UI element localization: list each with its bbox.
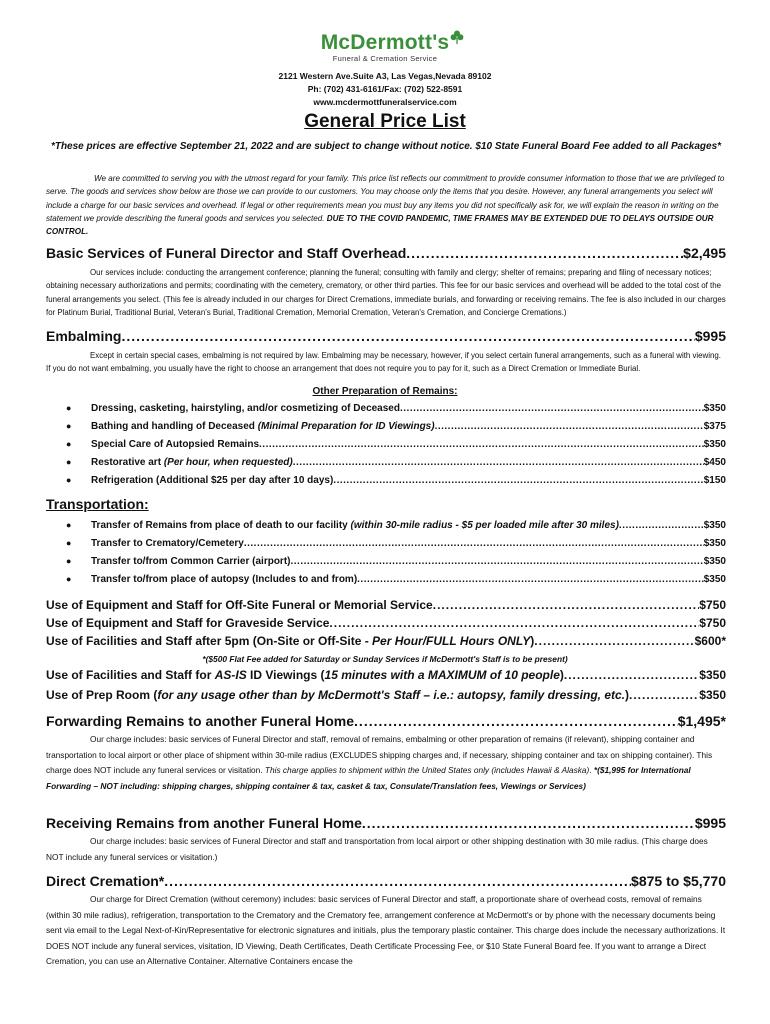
leader-dots	[619, 520, 704, 531]
item-label	[91, 421, 435, 432]
covid-notice: DUE TO THE COVID PANDEMIC, TIME FRAMES MAY BE EXTENDED DUE TO DELAYS OUTSIDE OUR CONTROL.	[46, 213, 714, 237]
leader-dots	[564, 668, 699, 682]
after-hours-price: $600*	[694, 634, 726, 648]
as-is-viewing-price: $350	[699, 668, 726, 682]
offsite-service-label: Use of Equipment and Staff for Off-Site Funeral or Memorial Service	[46, 598, 433, 612]
item-label	[91, 457, 293, 468]
logo-brand: McDermott's	[320, 31, 450, 54]
after-hours-note: Per Hour/FULL Hours ONLY	[372, 634, 531, 648]
bullet-icon: ●	[66, 538, 72, 548]
page-title: General Price List	[304, 111, 466, 132]
list-item	[66, 475, 726, 486]
after-hours-tail: )	[530, 634, 535, 648]
leader-dots	[244, 538, 704, 549]
offsite-service-price: $750	[699, 598, 726, 612]
item-price: $350	[703, 403, 726, 414]
leader-dots	[362, 815, 695, 831]
shamrock-icon	[450, 30, 464, 44]
item-label: Special Care of Autopsied Remains	[91, 439, 260, 450]
graveside-service-row	[46, 616, 726, 630]
receiving-row	[46, 815, 726, 831]
leader-dots	[354, 713, 678, 729]
after-hours-label-text: Use of Facilities and Staff after 5pm (On-Site or Off-Site -	[46, 634, 373, 648]
after-hours-label	[46, 634, 534, 648]
as-is-viewing-note2: 15 minutes with a MAXIMUM of 10 people	[324, 668, 560, 682]
leader-dots	[433, 598, 700, 612]
graveside-service-label: Use of Equipment and Staff for Graveside Service	[46, 616, 330, 630]
item-note: (within 30-mile radius - $5 per loaded mile after 30 miles)	[350, 520, 619, 531]
receiving-label: Receiving Remains from another Funeral Home	[46, 815, 362, 831]
list-item	[66, 457, 726, 468]
prep-room-pre: Use of Prep Room (	[46, 688, 158, 702]
forwarding-row	[46, 713, 726, 729]
receiving-price: $995	[694, 815, 726, 831]
item-label: Transfer to/from Common Carrier (airport)	[91, 556, 291, 567]
offsite-service-row	[46, 598, 726, 612]
leader-dots	[629, 688, 699, 702]
direct-cremation-row	[46, 873, 726, 889]
prep-room-label	[46, 688, 629, 702]
bullet-icon: ●	[66, 574, 72, 584]
weekend-fee-note: *($500 Flat Fee added for Saturday or Sunday Services if McDermott's Staff is to be present)	[202, 654, 568, 664]
item-price: $350	[703, 439, 726, 450]
intro-text: We are committed to serving you with the utmost regard for your family. This price list reflects our commitment to provide consumer information to those that we are privileged to serve. The goods and services show below are those we can provide to our customers. You may choose only the items that you desire. However, any funeral arrangements you select will include a charge for our basic services and overhead. If legal or other requirements mean you must buy any items you did not specifically ask for, we will explain the reason in writing on the statement we provide describing the funeral goods and services you selected.	[46, 174, 725, 223]
direct-cremation-description: Our charge for Direct Cremation (without ceremony) includes: basic services of Funeral Director and staff, a proportionate share of overhead costs, removal of remains (within 30 mile radius), refrigeration, transportation to the Crematory and the Crematory fee, arrangement conference at McDermott's or by phone with the necessary documents being sent via email to the Legal Next-of-Kin/Representative for electronic signatures and initials, plus the temporary plastic container. This charge does include the necessary authorizations. It DOES NOT include any funeral services, visitation, ID Viewing, Death Certificates, Death Certificate Processing Fee, or $10 State Funeral Board fee. If you want to arrange a Direct Cremation, you can use an Alternative Container. Alternative Containers encase the	[46, 894, 726, 966]
as-is-viewing-mid: ID Viewings (	[246, 668, 325, 682]
leader-dots	[400, 403, 704, 414]
logo-tagline: Funeral & Cremation Service	[332, 54, 438, 63]
item-price: $350	[703, 574, 726, 585]
other-preparation-heading: Other Preparation of Remains:	[312, 386, 458, 397]
prep-room-note: for any usage other than by McDermott's Staff – i.e.: autopsy, family dressing, etc.	[157, 688, 625, 702]
as-is-viewing-tail: )	[559, 668, 564, 682]
list-item	[66, 439, 726, 450]
embalming-label: Embalming	[46, 328, 122, 344]
prep-room-price: $350	[699, 688, 726, 702]
bullet-icon: ●	[66, 475, 72, 485]
basic-services-description: Our services include: conducting the arrangement conference; planning the funeral; consulting with family and clergy; shelter of remains; preparing and filing of necessary notices; obtaining necessary authorizations and permits; coordinating with the cemetery, crematory, or other third parties. This fee for our basic services and overhead will be added to the total cost of the funeral arrangements you select. (This fee is already included in our charges for Direct Cremations, immediate burials, and forwarding or receiving remains. The fee is also included in our charges for Platinum Burial, Traditional Burial, Veteran's Burial, Traditional Cremation, Memorial Cremation, Veteran's Cremation, and Concierge Cremations.)	[46, 268, 726, 317]
list-item	[66, 556, 726, 567]
leader-dots	[534, 634, 694, 648]
transportation-heading: Transportation:	[46, 496, 149, 512]
intro-paragraph	[46, 172, 726, 238]
as-is-viewing-label	[46, 668, 564, 682]
direct-cremation-label: Direct Cremation*	[46, 873, 165, 889]
item-price: $350	[703, 520, 726, 531]
leader-dots	[121, 328, 694, 344]
list-item	[66, 403, 726, 414]
as-is-viewing-pre: Use of Facilities and Staff for	[46, 668, 215, 682]
item-label-text: Restorative art	[91, 457, 164, 468]
bullet-icon: ●	[66, 439, 72, 449]
item-label: Transfer to Crematory/Cemetery	[91, 538, 244, 549]
leader-dots	[164, 873, 631, 889]
effective-date-notice: *These prices are effective September 21, 2022 and are subject to change without notice. $10 State Funeral Board Fee added to all Packages*	[50, 141, 722, 152]
forwarding-text: Our charge includes: basic services of Funeral Director and staff, removal of remains, embalming or other preparation of remains (if relevant), shipping container and transportation to local airport or other place of shipment within 30-mile radius (EXCLUDES shipping charges and, if necessary, shipping container and tax on shipping container). This charge does NOT include any funeral services or visitation.	[46, 734, 713, 775]
item-label: Dressing, casketing, hairstyling, and/or cosmetizing of Deceased	[91, 403, 400, 414]
leader-dots	[293, 457, 704, 468]
as-is-viewing-row	[46, 668, 726, 682]
item-label-text: Transfer of Remains from place of death to our facility	[91, 520, 351, 531]
forwarding-price: $1,495*	[677, 713, 726, 729]
forwarding-description: Our charge includes: basic services of Funeral Director and staff, removal of remains, embalming or other preparation of remains (if relevant), shipping container and transportation to local airport or other place of shipment within 30-mile radius (EXCLUDES shipping charges and, if necessary, shipping container and tax on shipping container). This charge does NOT include any funeral services or visitation. This charge applies to shipment within the United States only (includes Hawaii & Alaska). *($1,995 for International Forwarding – NOT including: shipping charges, shipping container & tax, casket & tax, Consulate/Translation fees, Viewings or Services)	[46, 734, 713, 791]
leader-dots	[357, 574, 704, 585]
prep-room-row	[46, 688, 726, 702]
list-item	[66, 520, 726, 531]
item-label: Transfer to/from place of autopsy (Includes to and from)	[91, 574, 358, 585]
forwarding-label: Forwarding Remains to another Funeral Home	[46, 713, 355, 729]
embalming-row	[46, 328, 726, 344]
forwarding-intl-note: *($1,995 for International Forwarding – NOT including: shipping charges, shipping container & tax, casket & tax, Consulate/Translation fees, Viewings or Services)	[46, 765, 691, 791]
item-label: Refrigeration (Additional $25 per day after 10 days)	[91, 475, 334, 486]
leader-dots	[329, 616, 699, 630]
basic-services-label: Basic Services of Funeral Director and Staff Overhead	[46, 245, 407, 261]
item-price: $150	[703, 475, 726, 486]
item-price: $450	[703, 457, 726, 468]
embalming-description: Except in certain special cases, embalming is not required by law. Embalming may be necessary, however, if you select certain funeral arrangements, such as a funeral with viewing. If you do not want embalming, you usually have the right to choose an arrangement that does not require you to pay for it, such as a Direct Cremation or Immediate Burial.	[46, 351, 721, 374]
website-link[interactable]: www.mcdermottfuneralservice.com	[313, 97, 457, 107]
bullet-icon: ●	[66, 403, 72, 413]
item-price: $350	[703, 556, 726, 567]
item-price: $350	[703, 538, 726, 549]
bullet-icon: ●	[66, 556, 72, 566]
graveside-service-price: $750	[699, 616, 726, 630]
item-label-text: Bathing and handling of Deceased	[91, 421, 258, 432]
item-price: $375	[703, 421, 726, 432]
list-item	[66, 574, 726, 585]
address-line: 2121 Western Ave.Suite A3, Las Vegas,Nevada 89102	[278, 71, 492, 81]
item-label	[91, 520, 619, 531]
leader-dots	[406, 245, 683, 261]
list-item	[66, 421, 726, 432]
forwarding-us-note: This charge applies to shipment within the United States only (includes Hawaii & Alaska)	[264, 765, 590, 775]
receiving-description: Our charge includes: basic services of Funeral Director and staff and transportation from local airport or other shipping destination with 30 mile radius. (This charge does NOT include any funeral services or visitation.)	[46, 836, 708, 862]
bullet-icon: ●	[66, 520, 72, 530]
bullet-icon: ●	[66, 457, 72, 467]
leader-dots	[290, 556, 703, 567]
as-is-viewing-note: AS-IS	[214, 668, 247, 682]
prep-room-tail: )	[625, 688, 629, 702]
list-item	[66, 538, 726, 549]
item-note: (Per hour, when requested)	[163, 457, 293, 468]
after-hours-row	[46, 634, 726, 648]
embalming-price: $995	[694, 328, 726, 344]
bullet-icon: ●	[66, 421, 72, 431]
company-logo	[300, 32, 470, 70]
item-note: (Minimal Preparation for ID Viewings)	[257, 421, 435, 432]
phone-line: Ph: (702) 431-6161/Fax: (702) 522-8591	[307, 84, 463, 94]
leader-dots	[333, 475, 703, 486]
basic-services-price: $2,495	[683, 245, 726, 261]
direct-cremation-price: $875 to $5,770	[631, 873, 726, 889]
basic-services-row	[46, 245, 726, 261]
leader-dots	[259, 439, 704, 450]
leader-dots	[435, 421, 704, 432]
